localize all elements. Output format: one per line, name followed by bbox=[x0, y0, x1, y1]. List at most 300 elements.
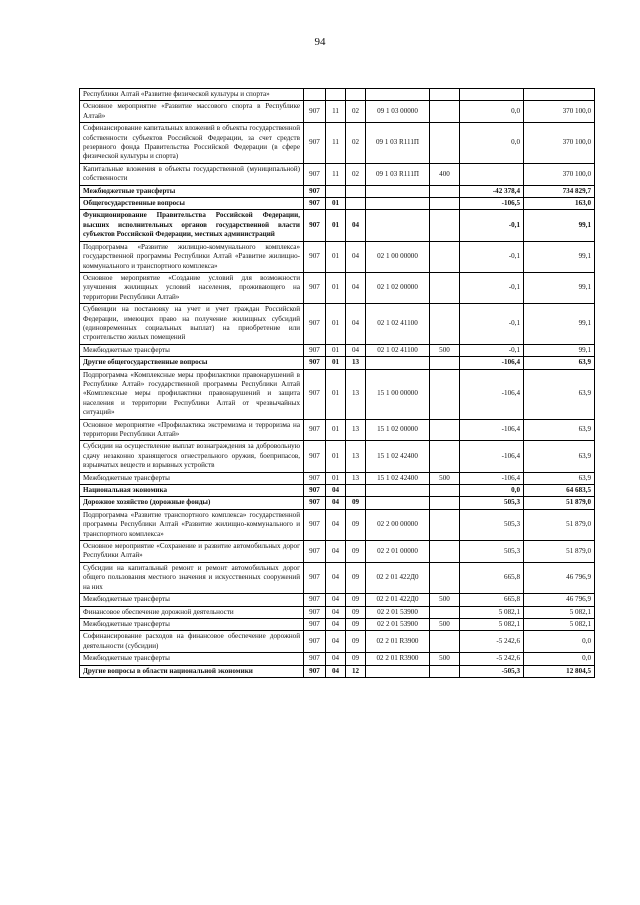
section-code-cell bbox=[326, 163, 346, 185]
section-code: 04 bbox=[331, 573, 340, 582]
expense-name: Республики Алтай «Развитие физической культуры и спорта» bbox=[83, 90, 270, 98]
table-row bbox=[80, 89, 595, 101]
amount-total-cell bbox=[524, 210, 595, 241]
subsection-code-cell bbox=[346, 163, 366, 185]
amount-total: 0,0 bbox=[582, 637, 591, 646]
amount-total: 51 879,0 bbox=[566, 546, 591, 555]
expense-type-code-cell bbox=[430, 241, 460, 272]
amount-change: -42 378,4 bbox=[492, 186, 520, 195]
expense-name-cell bbox=[80, 485, 304, 497]
expense-name: Другие вопросы в области национальной экономики bbox=[83, 666, 253, 675]
section-code-cell bbox=[326, 509, 346, 540]
subsection-code-cell bbox=[346, 123, 366, 164]
section-code: 01 bbox=[331, 425, 340, 434]
amount-change: 0,0 bbox=[511, 138, 520, 147]
expense-name: Софинансирование расходов на финансовое обеспечение дорожной деятельности (субсидии) bbox=[83, 632, 300, 650]
amount-total-cell bbox=[524, 272, 595, 303]
amount-total: 12 804,5 bbox=[566, 666, 591, 675]
expense-name: Основное мероприятие «Развитие массового спорта в Республике Алтай» bbox=[83, 102, 300, 120]
amount-total: 63,9 bbox=[578, 425, 591, 434]
ministry-code: 907 bbox=[309, 220, 320, 229]
subsection-code: 04 bbox=[351, 252, 360, 261]
amount-change-cell bbox=[460, 472, 524, 484]
expense-name: Общегосударственные вопросы bbox=[83, 199, 185, 208]
table-row bbox=[80, 665, 595, 677]
target-article-code-cell bbox=[366, 441, 430, 472]
expense-name: Основное мероприятие «Профилактика экстремизма и терроризма на территории Республики Алтай» bbox=[83, 420, 300, 438]
amount-total-cell bbox=[524, 241, 595, 272]
ministry-code: 907 bbox=[309, 138, 320, 147]
section-code: 04 bbox=[331, 666, 340, 675]
ministry-code-cell bbox=[304, 509, 326, 540]
table-row bbox=[80, 198, 595, 210]
table-row bbox=[80, 419, 595, 441]
section-code-cell bbox=[326, 618, 346, 630]
target-article-code: 02 2 01 422Д0 bbox=[376, 595, 419, 604]
amount-change-cell bbox=[460, 497, 524, 509]
subsection-code-cell bbox=[346, 472, 366, 484]
ministry-code: 907 bbox=[309, 345, 320, 354]
subsection-code: 13 bbox=[351, 425, 360, 434]
expense-type-code-cell bbox=[430, 272, 460, 303]
amount-change: 665,8 bbox=[504, 595, 520, 604]
ministry-code-cell bbox=[304, 497, 326, 509]
table-row bbox=[80, 344, 595, 356]
amount-change-cell bbox=[460, 594, 524, 606]
amount-total-cell bbox=[524, 665, 595, 677]
subsection-code-cell bbox=[346, 101, 366, 123]
section-code: 04 bbox=[331, 486, 340, 495]
target-article-code-cell bbox=[366, 272, 430, 303]
target-article-code-cell bbox=[366, 241, 430, 272]
section-code-cell bbox=[326, 357, 346, 369]
ministry-code-cell bbox=[304, 485, 326, 497]
subsection-code-cell bbox=[346, 89, 366, 101]
target-article-code: 15 1 02 42400 bbox=[377, 451, 418, 460]
expense-type-code-cell bbox=[430, 357, 460, 369]
page-number: 94 bbox=[314, 36, 326, 48]
expense-type-code-cell bbox=[430, 369, 460, 419]
section-code: 01 bbox=[331, 220, 340, 229]
amount-change-cell bbox=[460, 653, 524, 665]
expense-name-cell bbox=[80, 198, 304, 210]
section-code: 04 bbox=[331, 607, 340, 616]
expense-name-cell bbox=[80, 594, 304, 606]
subsection-code-cell bbox=[346, 241, 366, 272]
table-row bbox=[80, 594, 595, 606]
ministry-code-cell bbox=[304, 101, 326, 123]
section-code-cell bbox=[326, 606, 346, 618]
target-article-code-cell bbox=[366, 653, 430, 665]
target-article-code: 09 1 03 R111П bbox=[375, 138, 420, 147]
amount-total: 63,9 bbox=[578, 451, 591, 460]
ministry-code: 907 bbox=[309, 199, 320, 208]
subsection-code: 09 bbox=[351, 595, 360, 604]
table-row bbox=[80, 163, 595, 185]
amount-change: -106,4 bbox=[501, 473, 520, 482]
target-article-code: 02 2 01 53900 bbox=[377, 619, 418, 628]
ministry-code: 907 bbox=[309, 252, 320, 261]
subsection-code: 04 bbox=[351, 319, 360, 328]
amount-change-cell bbox=[460, 163, 524, 185]
ministry-code: 907 bbox=[309, 186, 320, 195]
ministry-code-cell bbox=[304, 198, 326, 210]
amount-change-cell bbox=[460, 304, 524, 345]
section-code-cell bbox=[326, 101, 346, 123]
amount-change: -106,4 bbox=[501, 358, 520, 367]
ministry-code-cell bbox=[304, 665, 326, 677]
table-row bbox=[80, 497, 595, 509]
expense-name-cell bbox=[80, 509, 304, 540]
amount-change: 505,3 bbox=[504, 546, 520, 555]
table-row bbox=[80, 272, 595, 303]
target-article-code: 02 1 02 41100 bbox=[377, 319, 418, 328]
subsection-code: 09 bbox=[351, 573, 360, 582]
subsection-code-cell bbox=[346, 594, 366, 606]
expense-name: Дорожное хозяйство (дорожные фонды) bbox=[83, 498, 211, 507]
expense-name-cell bbox=[80, 163, 304, 185]
amount-total-cell bbox=[524, 344, 595, 356]
expense-type-code-cell bbox=[430, 185, 460, 197]
expense-name-cell bbox=[80, 241, 304, 272]
expense-name: Подпрограмма «Комплексные меры профилактики правонарушений в Республике Алтай» государственной программы Республики Алтай «Комплексные меры профилактики правонарушений и защита населения и территории Республики Алтай от чрезвычайных ситуаций» bbox=[83, 370, 300, 417]
target-article-code-cell bbox=[366, 631, 430, 653]
amount-total-cell bbox=[524, 441, 595, 472]
amount-total-cell bbox=[524, 198, 595, 210]
amount-total: 734 829,7 bbox=[562, 186, 591, 195]
ministry-code: 907 bbox=[309, 520, 320, 529]
target-article-code: 02 2 01 422Д0 bbox=[376, 573, 419, 582]
target-article-code-cell bbox=[366, 618, 430, 630]
ministry-code: 907 bbox=[309, 486, 320, 495]
amount-change: 0,0 bbox=[511, 486, 520, 495]
ministry-code-cell bbox=[304, 653, 326, 665]
target-article-code: 02 2 01 R3900 bbox=[376, 654, 419, 663]
section-code-cell bbox=[326, 562, 346, 593]
subsection-code: 13 bbox=[351, 389, 360, 398]
amount-total: 163,0 bbox=[575, 199, 591, 208]
amount-change-cell bbox=[460, 541, 524, 563]
subsection-code-cell bbox=[346, 606, 366, 618]
section-code-cell bbox=[326, 541, 346, 563]
amount-total-cell bbox=[524, 485, 595, 497]
subsection-code: 09 bbox=[351, 607, 360, 616]
amount-change-cell bbox=[460, 272, 524, 303]
target-article-code-cell bbox=[366, 344, 430, 356]
section-code-cell bbox=[326, 369, 346, 419]
expense-name: Межбюджетные трансферты bbox=[83, 473, 170, 482]
section-code-cell bbox=[326, 419, 346, 441]
target-article-code: 15 1 02 00000 bbox=[377, 425, 418, 434]
target-article-code-cell bbox=[366, 665, 430, 677]
target-article-code-cell bbox=[366, 357, 430, 369]
amount-change-cell bbox=[460, 631, 524, 653]
amount-change-cell bbox=[460, 606, 524, 618]
ministry-code-cell bbox=[304, 618, 326, 630]
amount-total-cell bbox=[524, 419, 595, 441]
subsection-code: 02 bbox=[351, 107, 360, 116]
expense-type-code-cell bbox=[430, 101, 460, 123]
expense-name: Национальная экономика bbox=[83, 486, 168, 495]
expense-name-cell bbox=[80, 123, 304, 164]
amount-change-cell bbox=[460, 185, 524, 197]
amount-total: 51 879,0 bbox=[566, 498, 591, 507]
section-code: 01 bbox=[331, 319, 340, 328]
expense-type-code: 500 bbox=[439, 345, 450, 354]
amount-change-cell bbox=[460, 419, 524, 441]
expense-type-code: 500 bbox=[439, 473, 450, 482]
ministry-code: 907 bbox=[309, 654, 320, 663]
subsection-code-cell bbox=[346, 631, 366, 653]
ministry-code-cell bbox=[304, 210, 326, 241]
expense-type-code-cell bbox=[430, 509, 460, 540]
amount-total-cell bbox=[524, 606, 595, 618]
subsection-code-cell bbox=[346, 198, 366, 210]
subsection-code: 09 bbox=[351, 498, 360, 507]
subsection-code-cell bbox=[346, 653, 366, 665]
section-code: 04 bbox=[331, 637, 340, 646]
amount-total-cell bbox=[524, 509, 595, 540]
amount-total: 5 082,1 bbox=[569, 607, 591, 616]
section-code-cell bbox=[326, 344, 346, 356]
table-row bbox=[80, 485, 595, 497]
ministry-code: 907 bbox=[309, 498, 320, 507]
expense-name-cell bbox=[80, 606, 304, 618]
amount-total: 0,0 bbox=[582, 654, 591, 663]
expense-name: Субсидии на осуществление выплат вознаграждения за добровольную сдачу незаконно хранящегося огнестрельного оружия, боеприпасов, взрывчатых веществ и взрывных устройств bbox=[83, 442, 300, 470]
target-article-code-cell bbox=[366, 472, 430, 484]
expense-type-code: 400 bbox=[439, 169, 450, 178]
target-article-code: 02 2 00 00000 bbox=[377, 520, 418, 529]
amount-change-cell bbox=[460, 89, 524, 101]
ministry-code-cell bbox=[304, 594, 326, 606]
subsection-code: 09 bbox=[351, 546, 360, 555]
subsection-code: 04 bbox=[351, 345, 360, 354]
expense-name: Функционирование Правительства Российской Федерации, высших исполнительных органов государственной власти субъектов Российской Федерации, местных администраций bbox=[83, 211, 300, 239]
amount-total: 370 100,0 bbox=[562, 107, 591, 116]
table-row bbox=[80, 185, 595, 197]
table-row bbox=[80, 101, 595, 123]
expense-name: Межбюджетные трансферты bbox=[83, 654, 170, 663]
amount-change-cell bbox=[460, 562, 524, 593]
expense-name-cell bbox=[80, 472, 304, 484]
expense-name: Софинансирование капитальных вложений в объекты государственной собственности субъектов Российской Федерации, за счет средств резервного фонда Правительства Российской Федерации (в сфере физической культуры и спорта) bbox=[83, 124, 300, 161]
expense-type-code-cell bbox=[430, 344, 460, 356]
table-row bbox=[80, 631, 595, 653]
target-article-code-cell bbox=[366, 541, 430, 563]
expense-name-cell bbox=[80, 357, 304, 369]
amount-total: 63,9 bbox=[578, 389, 591, 398]
amount-total-cell bbox=[524, 631, 595, 653]
section-code-cell bbox=[326, 441, 346, 472]
expense-name: Основное мероприятие «Создание условий для возможности улучшения жилищных условий населения, проживающего на территории Республики Алтай» bbox=[83, 273, 300, 301]
ministry-code-cell bbox=[304, 272, 326, 303]
amount-change-cell bbox=[460, 509, 524, 540]
ministry-code-cell bbox=[304, 631, 326, 653]
target-article-code-cell bbox=[366, 101, 430, 123]
section-code: 11 bbox=[332, 169, 339, 178]
subsection-code-cell bbox=[346, 185, 366, 197]
target-article-code-cell bbox=[366, 123, 430, 164]
expense-name: Капитальные вложения в объекты государственной (муниципальной) собственности bbox=[83, 164, 300, 183]
target-article-code-cell bbox=[366, 210, 430, 241]
subsection-code: 13 bbox=[351, 473, 360, 482]
subsection-code-cell bbox=[346, 419, 366, 441]
expense-type-code: 500 bbox=[439, 654, 450, 663]
amount-change: 0,0 bbox=[511, 107, 520, 116]
amount-total: 99,1 bbox=[578, 220, 591, 229]
amount-total-cell bbox=[524, 163, 595, 185]
amount-change: -106,4 bbox=[501, 451, 520, 460]
section-code: 04 bbox=[331, 619, 340, 628]
expense-type-code-cell bbox=[430, 472, 460, 484]
amount-total-cell bbox=[524, 304, 595, 345]
table-row bbox=[80, 369, 595, 419]
table-row bbox=[80, 241, 595, 272]
amount-total-cell bbox=[524, 618, 595, 630]
expense-name-cell bbox=[80, 631, 304, 653]
target-article-code-cell bbox=[366, 89, 430, 101]
expense-type-code-cell bbox=[430, 606, 460, 618]
amount-change: -0,1 bbox=[508, 283, 520, 292]
table-row bbox=[80, 606, 595, 618]
ministry-code-cell bbox=[304, 419, 326, 441]
expense-type-code-cell bbox=[430, 653, 460, 665]
expense-type-code-cell bbox=[430, 89, 460, 101]
subsection-code-cell bbox=[346, 441, 366, 472]
subsection-code-cell bbox=[346, 485, 366, 497]
amount-change: -0,1 bbox=[508, 319, 520, 328]
expense-name: Основное мероприятие «Сохранение и развитие автомобильных дорог Республики Алтай» bbox=[83, 542, 300, 560]
amount-change-cell bbox=[460, 101, 524, 123]
expense-name-cell bbox=[80, 89, 304, 101]
ministry-code-cell bbox=[304, 241, 326, 272]
expense-type-code-cell bbox=[430, 210, 460, 241]
target-article-code: 09 1 03 00000 bbox=[377, 107, 418, 116]
section-code-cell bbox=[326, 497, 346, 509]
ministry-code-cell bbox=[304, 89, 326, 101]
expense-name: Субсидии на капитальный ремонт и ремонт автомобильных дорог общего пользования местного значения и искусственных сооружений на них bbox=[83, 563, 300, 591]
amount-change-cell bbox=[460, 198, 524, 210]
section-code-cell bbox=[326, 185, 346, 197]
amount-total-cell bbox=[524, 562, 595, 593]
section-code: 04 bbox=[331, 595, 340, 604]
subsection-code-cell bbox=[346, 618, 366, 630]
subsection-code: 09 bbox=[351, 654, 360, 663]
section-code: 01 bbox=[331, 199, 340, 208]
ministry-code: 907 bbox=[309, 666, 320, 675]
expense-name: Подпрограмма «Развитие транспортного комплекса» государственной программы Республики Алтай «Развитие жилищно-коммунального и транспортного комплекса» bbox=[83, 510, 300, 538]
amount-total-cell bbox=[524, 185, 595, 197]
target-article-code-cell bbox=[366, 419, 430, 441]
expense-type-code-cell bbox=[430, 485, 460, 497]
section-code-cell bbox=[326, 89, 346, 101]
ministry-code: 907 bbox=[309, 319, 320, 328]
amount-total-cell bbox=[524, 472, 595, 484]
section-code-cell bbox=[326, 631, 346, 653]
amount-total: 51 879,0 bbox=[566, 520, 591, 529]
section-code: 01 bbox=[331, 451, 340, 460]
subsection-code-cell bbox=[346, 344, 366, 356]
target-article-code-cell bbox=[366, 185, 430, 197]
ministry-code-cell bbox=[304, 304, 326, 345]
amount-change: 505,3 bbox=[504, 520, 520, 529]
target-article-code-cell bbox=[366, 198, 430, 210]
budget-table-body bbox=[80, 89, 595, 678]
amount-change-cell bbox=[460, 357, 524, 369]
section-code: 11 bbox=[332, 138, 339, 147]
section-code: 04 bbox=[331, 520, 340, 529]
amount-change-cell bbox=[460, 241, 524, 272]
table-row bbox=[80, 509, 595, 540]
ministry-code-cell bbox=[304, 541, 326, 563]
amount-change: -0,1 bbox=[508, 345, 520, 354]
amount-change-cell bbox=[460, 485, 524, 497]
table-row bbox=[80, 123, 595, 164]
expense-name: Межбюджетные трансферты bbox=[83, 595, 170, 604]
subsection-code: 09 bbox=[351, 619, 360, 628]
ministry-code-cell bbox=[304, 344, 326, 356]
budget-table bbox=[79, 88, 595, 678]
amount-change: 5 082,1 bbox=[498, 607, 520, 616]
amount-change: 505,3 bbox=[504, 498, 520, 507]
expense-name: Межбюджетные трансферты bbox=[83, 345, 170, 354]
expense-type-code: 500 bbox=[439, 619, 450, 628]
ministry-code: 907 bbox=[309, 451, 320, 460]
table-row bbox=[80, 541, 595, 563]
ministry-code-cell bbox=[304, 441, 326, 472]
ministry-code-cell bbox=[304, 185, 326, 197]
target-article-code: 02 2 01 R3900 bbox=[376, 637, 419, 646]
ministry-code-cell bbox=[304, 123, 326, 164]
ministry-code: 907 bbox=[309, 573, 320, 582]
expense-name-cell bbox=[80, 497, 304, 509]
expense-type-code-cell bbox=[430, 304, 460, 345]
ministry-code: 907 bbox=[309, 619, 320, 628]
section-code-cell bbox=[326, 665, 346, 677]
target-article-code-cell bbox=[366, 509, 430, 540]
section-code: 04 bbox=[331, 498, 340, 507]
expense-type-code-cell bbox=[430, 419, 460, 441]
expense-name: Подпрограмма «Развитие жилищно-коммунального комплекса» государственной программы Республики Алтай «Развитие жилищно-коммунального и транспортного комплекса» bbox=[83, 242, 300, 270]
expense-type-code-cell bbox=[430, 497, 460, 509]
subsection-code-cell bbox=[346, 665, 366, 677]
target-article-code-cell bbox=[366, 497, 430, 509]
ministry-code-cell bbox=[304, 369, 326, 419]
amount-total: 64 683,5 bbox=[566, 486, 591, 495]
ministry-code-cell bbox=[304, 163, 326, 185]
amount-total: 63,9 bbox=[578, 473, 591, 482]
target-article-code-cell bbox=[366, 485, 430, 497]
amount-total: 99,1 bbox=[578, 345, 591, 354]
section-code-cell bbox=[326, 272, 346, 303]
expense-name-cell bbox=[80, 272, 304, 303]
expense-type-code-cell bbox=[430, 562, 460, 593]
expense-name-cell bbox=[80, 304, 304, 345]
expense-name-cell bbox=[80, 541, 304, 563]
amount-change-cell bbox=[460, 123, 524, 164]
amount-change: 665,8 bbox=[504, 573, 520, 582]
subsection-code-cell bbox=[346, 357, 366, 369]
amount-change-cell bbox=[460, 344, 524, 356]
subsection-code: 12 bbox=[351, 666, 360, 675]
ministry-code: 907 bbox=[309, 607, 320, 616]
expense-type-code-cell bbox=[430, 198, 460, 210]
section-code-cell bbox=[326, 304, 346, 345]
target-article-code-cell bbox=[366, 562, 430, 593]
expense-type-code-cell bbox=[430, 163, 460, 185]
expense-name-cell bbox=[80, 665, 304, 677]
